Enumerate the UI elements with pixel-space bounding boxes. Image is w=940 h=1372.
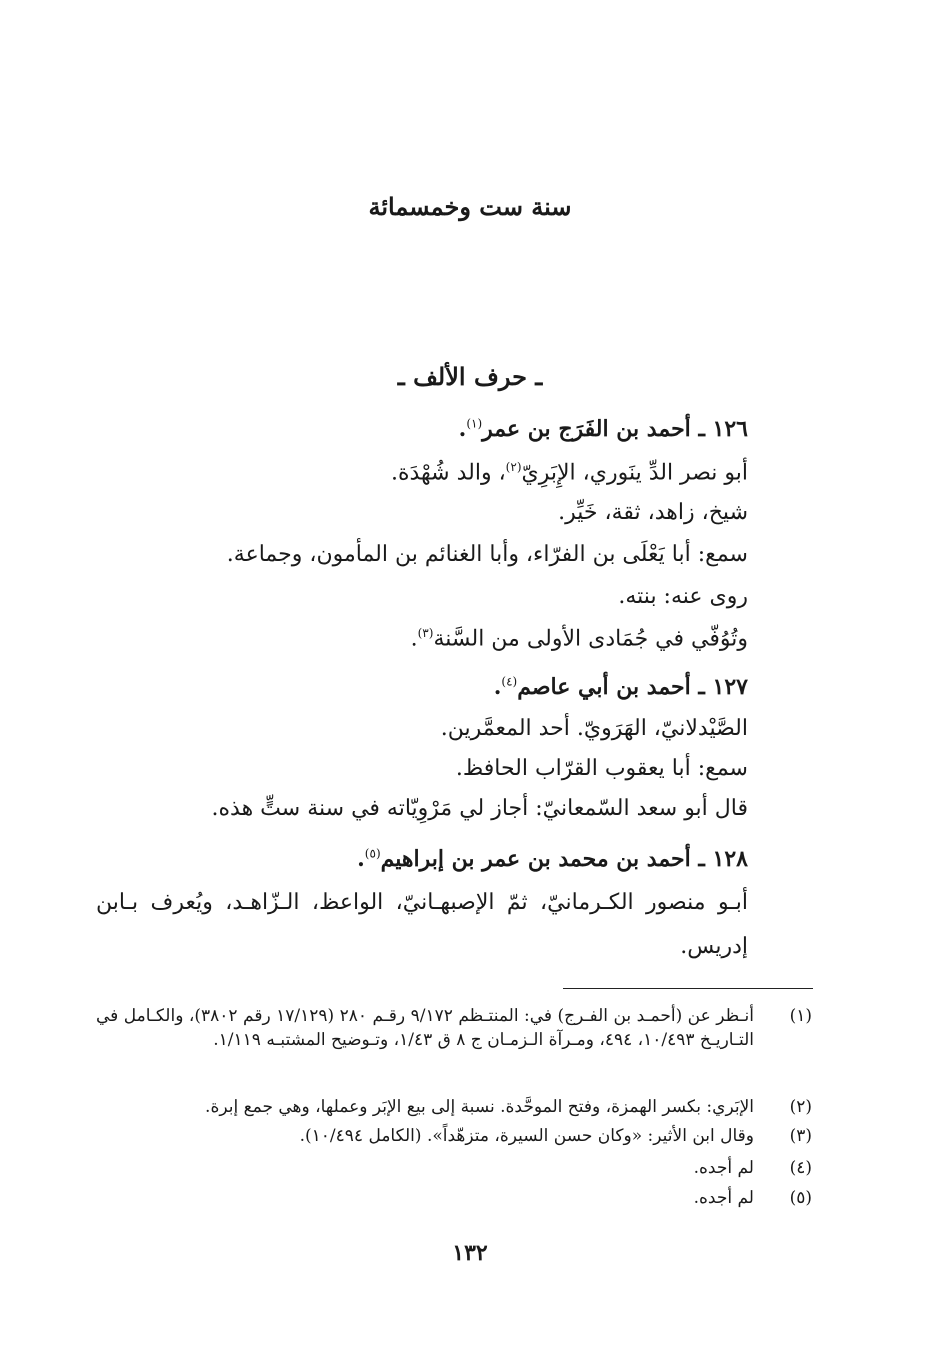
entry-126-line-5 [96, 626, 748, 653]
entry-126-line-1 [96, 460, 748, 487]
entry-heading-text: ١٢٦ ـ أحمد بن الفَرَج بن عمر [482, 416, 748, 442]
footnote-4 [96, 1157, 812, 1181]
footnote-number: (٤) [789, 1158, 812, 1178]
footnote-text: أنـظر عن (أحمـد بن الفـرج) في: المنتـظم ٩/١٧٢ رقـم ٢٨٠ (١٧/١٢٩ رقم ٣٨٠٢)، والكـامل في التـاريـخ ١٠/٤٩٣، ٤٩٤، ومـرآة الـزمـان ج ٨ ق ١/٤٣، وتـوضيح المشتبـه ١/١١٩. [96, 1006, 754, 1050]
entry-text: . [410, 626, 418, 652]
entry-126-line-4: روى عنه: بنته. [618, 584, 748, 609]
entry-heading-end: . [357, 846, 365, 872]
entry-128-heading [96, 846, 748, 872]
footnote-number: (١) [789, 1006, 812, 1026]
entry-128-line-2: إدريس. [680, 934, 748, 959]
footnote-ref: (٣) [417, 626, 434, 640]
entry-126-line-2: شيخ، زاهد، ثقة، خَيِّر. [558, 500, 748, 525]
page-number: ١٣٢ [452, 1240, 488, 1266]
footnote-text: وقال ابن الأثير: «وكان حسن السيرة، متزهّداً». (الكامل ١٠/٤٩٤). [299, 1126, 754, 1146]
footnote-text: الإبَري: بكسر الهمزة، وفتح الموحَّدة. نسبة إلى بيع الإبَر وعملها، وهي جمع إبرة. [205, 1097, 754, 1117]
footnote-ref: (١) [466, 416, 483, 431]
sub-title: ـ حرف الألف ـ [397, 362, 543, 391]
footnote-3 [96, 1125, 812, 1149]
entry-127-line-2: سمع: أبا يعقوب القرّاب الحافظ. [455, 756, 748, 781]
footnote-separator [563, 988, 813, 989]
footnote-ref: (٥) [364, 846, 381, 861]
entry-126-line-3: سمع: أبا يَعْلَى بن الفرّاء، وأبا الغنائم بن المأمون، وجماعة. [226, 542, 748, 567]
entry-127-line-3: قال أبو سعد السّمعانيّ: أجاز لي مَرْوِيّاته في سنة ستٍّ هذه. [211, 796, 748, 821]
entry-heading-text: ١٢٧ ـ أحمد بن أبي عاصم [517, 674, 748, 700]
entry-text: أبو نصر الدِّ ينَوري، الإِبَرِيّ [521, 460, 748, 486]
entry-126-heading [96, 416, 748, 442]
footnote-ref: (٢) [505, 460, 522, 474]
footnote-text: لم أجده. [693, 1188, 754, 1208]
entry-heading-text: ١٢٨ ـ أحمد بن محمد بن عمر بن إبراهيم [380, 846, 748, 872]
footnote-number: (٣) [789, 1126, 812, 1146]
footnote-1 [96, 1005, 812, 1053]
footnote-number: (٥) [789, 1188, 812, 1208]
footnote-number: (٢) [789, 1097, 812, 1117]
footnote-ref: (٤) [501, 674, 518, 689]
footnote-2 [96, 1096, 812, 1120]
entry-heading-end: . [493, 674, 502, 700]
entry-text: وتُوُفّي في جُمَادى الأولى من السَّنة [433, 626, 748, 652]
entry-127-line-1: الصَّيْدلانيّ، الهَرَويّ. أحد المعمَّرين. [440, 716, 748, 741]
section-title: سنة ست وخمسمائة [368, 192, 572, 221]
entry-127-heading [96, 674, 748, 700]
footnote-5 [96, 1187, 812, 1211]
entry-128-line-1: أبـو منصور الكـرمانيّ، ثمّ الإصبهـانيّ، الواعظ، الـزّاهـد، ويُعرف بـابن [96, 890, 748, 915]
footnote-text: لم أجده. [693, 1158, 754, 1178]
entry-heading-end: . [458, 416, 467, 442]
entry-text: ، والد شُهْدَة. [390, 460, 506, 486]
